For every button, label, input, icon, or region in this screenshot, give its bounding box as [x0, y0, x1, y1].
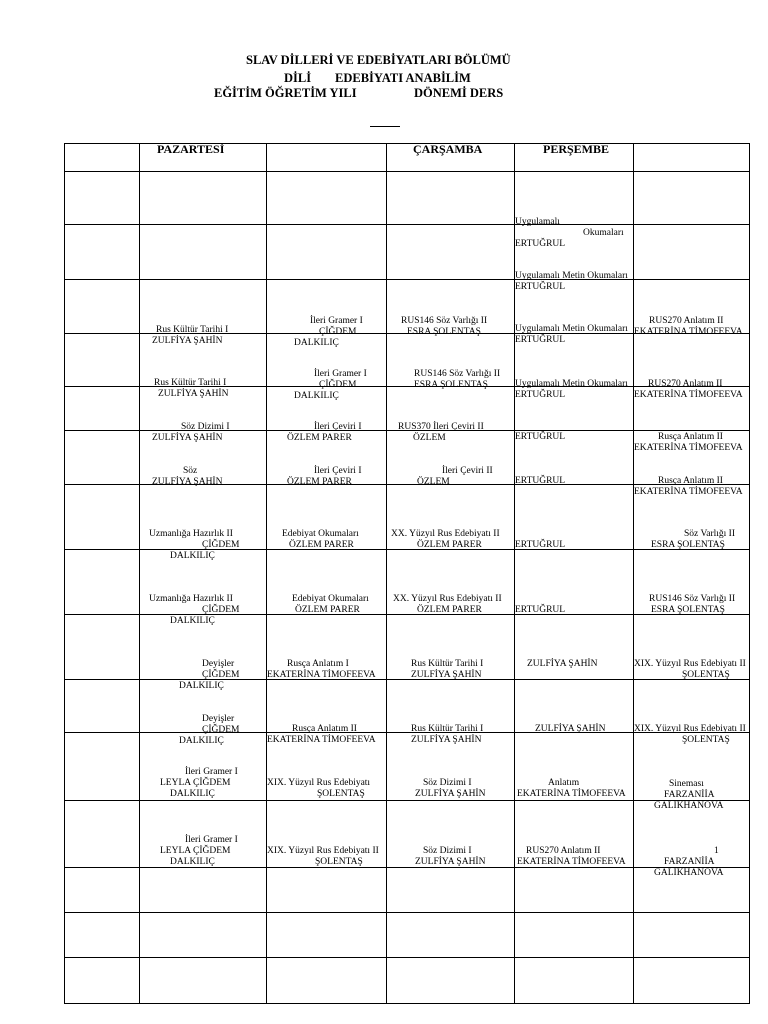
cell-line: Rusça Anlatım II	[658, 432, 723, 442]
cell-line: Uygulamalı	[515, 217, 560, 227]
cell-line: ÖZLEM PARER	[289, 540, 354, 550]
table-row	[65, 431, 750, 485]
column-header	[65, 144, 140, 172]
column-header	[515, 144, 634, 172]
table-cell	[634, 280, 750, 337]
table-cell	[140, 913, 267, 958]
table-cell	[634, 172, 750, 225]
table-cell	[140, 550, 267, 626]
cell-line: RUS146 Söz Varlığı II	[414, 369, 501, 379]
table-row	[65, 280, 750, 334]
table-cell	[515, 958, 634, 1004]
table-cell	[515, 225, 634, 292]
table-cell	[634, 868, 750, 913]
cell-line: Söz Dizimi I	[423, 778, 472, 788]
cell-line: Uzmanlığa Hazırlık II	[149, 594, 233, 604]
cell-line: DALKILIÇ	[170, 616, 215, 626]
table-cell	[634, 225, 750, 280]
cell-line: EKATERİNA TİMOFEEVA	[634, 390, 743, 400]
table-cell	[140, 334, 267, 399]
cell-line: Rusça Anlatım II	[292, 724, 357, 734]
cell-line: XIX. Yüzyıl Rus Edebiyatı II	[267, 846, 379, 856]
cell-line: Rus Kültür Tarihi I	[156, 325, 229, 335]
table-cell	[634, 680, 750, 745]
cell-line: Söz	[183, 466, 198, 476]
cell-line: RUS146 Söz Varlığı II	[649, 594, 736, 604]
column-header	[140, 144, 267, 172]
table-cell	[267, 801, 387, 868]
cell-line: ZULFİYA ŞAHİN	[415, 857, 486, 867]
table-row	[65, 733, 750, 801]
table-cell	[140, 958, 267, 1004]
cell-line: ZULFİYA ŞAHİN	[535, 724, 606, 734]
table-cell	[267, 387, 387, 443]
cell-line: DALKILIÇ	[170, 857, 215, 867]
table-row	[65, 615, 750, 680]
cell-line: XIX. Yüzyıl Rus Edebiyatı	[267, 778, 371, 788]
cell-line: ŞOLENTAŞ	[682, 670, 730, 680]
column-header-label: ÇARŞAMBA	[413, 142, 483, 156]
table-cell	[140, 680, 267, 746]
cell-line: XX. Yüzyıl Rus Edebiyatı II	[393, 594, 502, 604]
column-header	[634, 144, 750, 172]
table-cell	[387, 225, 515, 280]
table-row	[65, 485, 750, 550]
table-cell	[65, 680, 140, 733]
cell-line: EKATERİNA TİMOFEEVA	[634, 487, 743, 497]
table-cell	[140, 387, 267, 443]
cell-line: ZULFİYA ŞAHİN	[411, 735, 482, 745]
cell-line: GALİKHANOVA	[654, 801, 724, 811]
cell-line: LEYLA ÇİĞDEM	[160, 846, 231, 856]
cell-line: ERTUĞRUL	[515, 335, 566, 345]
cell-line: DALKILIÇ	[179, 681, 224, 691]
table-cell	[387, 485, 515, 550]
cell-line: ERTUĞRUL	[515, 476, 566, 486]
table-cell	[634, 733, 750, 811]
table-cell	[515, 431, 634, 485]
cell-line: ÇİĞDEM	[202, 725, 240, 735]
cell-line: FARZANİİA	[664, 790, 715, 800]
table-cell	[634, 334, 750, 400]
cell-line: ZULFİYA ŞAHİN	[411, 670, 482, 680]
header-rule	[370, 126, 400, 127]
cell-line: DALKILIÇ	[179, 736, 224, 746]
table-cell	[140, 801, 267, 868]
table-cell	[634, 801, 750, 878]
cell-line: XX. Yüzyıl Rus Edebiyatı II	[391, 529, 500, 539]
cell-line: ERTUĞRUL	[515, 605, 566, 615]
cell-line: ÇİĞDEM	[202, 670, 240, 680]
table-cell	[65, 334, 140, 387]
table-cell	[515, 387, 634, 442]
cell-line: EKATERİNA TİMOFEEVA	[634, 327, 743, 337]
header-line2-left: DİLİ	[284, 71, 312, 85]
cell-line: RUS146 Söz Varlığı II	[401, 316, 488, 326]
cell-line: EKATERİNA TİMOFEEVA	[267, 670, 376, 680]
table-cell	[387, 172, 515, 225]
cell-line: GALİKHANOVA	[654, 868, 724, 878]
column-header	[267, 144, 387, 172]
cell-line: Rus Kültür Tarihi I	[411, 659, 484, 669]
table-cell	[515, 801, 634, 868]
table-cell	[140, 868, 267, 913]
cell-line: Söz Varlığı II	[684, 529, 736, 539]
table-cell	[387, 958, 515, 1004]
cell-line: ÖZLEM PARER	[287, 433, 352, 443]
department-title: SLAV DİLLERİ VE EDEBİYATLARI BÖLÜMÜ	[246, 53, 511, 67]
table-cell	[267, 485, 387, 550]
cell-line: RUS270 Anlatım II	[648, 379, 723, 389]
cell-line: 1	[714, 846, 719, 856]
table-cell	[267, 431, 387, 485]
cell-line: RUS270 Anlatım II	[649, 316, 724, 326]
table-cell	[387, 550, 515, 615]
cell-line: İleri Gramer I	[185, 835, 238, 845]
cell-line: Edebiyat Okumaları	[282, 529, 359, 539]
table-row	[65, 958, 750, 1004]
cell-line: Anlatım	[548, 778, 580, 788]
cell-line: XIX. Yüzyıl Rus Edebiyatı II	[634, 659, 746, 669]
cell-line: Rus Kültür Tarihi I	[154, 378, 227, 388]
table-cell	[267, 225, 387, 280]
table-cell	[634, 431, 750, 497]
table-row	[65, 868, 750, 913]
table-cell	[267, 958, 387, 1004]
cell-line: ZULFİYA ŞAHİN	[152, 477, 223, 487]
cell-line: İleri Çeviri I	[314, 466, 362, 476]
table-cell	[387, 615, 515, 680]
cell-line: Deyişler	[202, 659, 235, 669]
table-cell	[515, 615, 634, 680]
cell-line: ÇİĞDEM	[319, 380, 357, 390]
cell-line: ÖZLEM	[413, 433, 446, 443]
table-cell	[140, 172, 267, 225]
cell-line: Okumaları	[583, 228, 624, 238]
table-cell	[515, 485, 634, 550]
column-header	[387, 144, 515, 172]
cell-line: Söz Dizimi I	[181, 422, 230, 432]
table-cell	[140, 485, 267, 561]
table-row	[65, 913, 750, 958]
table-cell	[387, 431, 515, 485]
table-row	[65, 334, 750, 387]
cell-line: Deyişler	[202, 714, 235, 724]
table-cell	[515, 680, 634, 733]
table-cell	[515, 334, 634, 400]
cell-line: Rusça Anlatım II	[658, 476, 723, 486]
cell-line: ESRA ŞOLENTAŞ	[414, 380, 488, 390]
cell-line: ÇİĞDEM	[202, 605, 240, 615]
table-cell	[65, 550, 140, 615]
cell-line: DALKILIÇ	[170, 789, 215, 799]
table-cell	[140, 225, 267, 280]
cell-line: EKATERİNA TİMOFEEVA	[634, 443, 743, 453]
cell-line: Rus Kültür Tarihi I	[411, 724, 484, 734]
cell-line: ERTUĞRUL	[515, 432, 566, 442]
cell-line: LEYLA ÇİĞDEM	[160, 778, 231, 788]
cell-line: İleri Çeviri I	[314, 422, 362, 432]
cell-line: ERTUĞRUL	[515, 239, 566, 249]
table-cell	[65, 913, 140, 958]
table-cell	[65, 431, 140, 485]
table-cell	[387, 280, 515, 337]
cell-line: ZULFİYA ŞAHİN	[527, 659, 598, 669]
cell-line: XIX. Yüzyıl Rus Edebiyatı II	[634, 724, 746, 734]
table-cell	[634, 550, 750, 615]
table-cell	[387, 334, 515, 390]
table-cell	[515, 913, 634, 958]
cell-line: ÖZLEM PARER	[417, 605, 482, 615]
table-cell	[140, 615, 267, 691]
cell-line: ESRA ŞOLENTAŞ	[651, 540, 725, 550]
cell-line: ÖZLEM PARER	[287, 477, 352, 487]
cell-line: DALKILIÇ	[294, 391, 339, 401]
table-cell	[387, 868, 515, 913]
cell-line: ÖZLEM	[417, 477, 450, 487]
cell-line: Söz Dizimi I	[423, 846, 472, 856]
cell-line: ZULFİYA ŞAHİN	[415, 789, 486, 799]
cell-line: Edebiyat Okumaları	[292, 594, 369, 604]
table-cell	[65, 485, 140, 550]
table-cell	[267, 680, 387, 745]
cell-line: ÖZLEM PARER	[295, 605, 360, 615]
table-cell	[634, 615, 750, 680]
table-row	[65, 172, 750, 225]
table-cell	[65, 172, 140, 225]
cell-line: DALKILIÇ	[170, 551, 215, 561]
schedule-table	[64, 143, 750, 1004]
table-header-row	[65, 144, 750, 172]
column-header-label: PERŞEMBE	[543, 142, 610, 156]
table-cell	[634, 387, 750, 453]
table-cell	[140, 733, 267, 801]
header-line2-right: EDEBİYATI ANABİLİM	[335, 71, 471, 85]
cell-line: Uygulamalı Metin Okumaları	[515, 271, 628, 281]
table-cell	[65, 615, 140, 680]
table-row	[65, 801, 750, 868]
table-cell	[65, 280, 140, 334]
table-cell	[267, 913, 387, 958]
cell-line: ÇİĞDEM	[202, 540, 240, 550]
table-cell	[634, 485, 750, 550]
column-header-label: PAZARTESİ	[157, 142, 225, 156]
cell-line: RUS270 Anlatım II	[526, 846, 601, 856]
cell-line: İleri Gramer I	[185, 767, 238, 777]
table-cell	[387, 801, 515, 868]
cell-line: Rusça Anlatım I	[287, 659, 349, 669]
cell-line: ZULFİYA ŞAHİN	[152, 433, 223, 443]
table-cell	[387, 680, 515, 745]
table-cell	[267, 172, 387, 225]
header-line3-right: DÖNEMİ DERS	[414, 86, 504, 100]
table-cell	[515, 280, 634, 345]
table-cell	[515, 733, 634, 801]
cell-line: İleri Çeviri II	[442, 466, 493, 476]
table-cell	[267, 550, 387, 615]
cell-line: ESRA ŞOLENTAŞ	[407, 327, 481, 337]
table-cell	[65, 801, 140, 868]
cell-line: İleri Gramer I	[310, 316, 363, 326]
cell-line: ŞOLENTAŞ	[317, 789, 365, 799]
table-cell	[634, 913, 750, 958]
table-cell	[515, 550, 634, 615]
table-cell	[634, 958, 750, 1004]
cell-line: FARZANİİA	[664, 857, 715, 867]
cell-line: İleri Gramer I	[314, 369, 367, 379]
cell-line: Uygulamalı Metin Okumaları	[515, 379, 628, 389]
table-cell	[267, 615, 387, 680]
table-cell	[267, 280, 387, 348]
header-line3-left: EĞİTİM ÖĞRETİM YILI	[214, 86, 357, 100]
cell-line: ŞOLENTAŞ	[682, 735, 730, 745]
table-row	[65, 225, 750, 280]
cell-line: ERTUĞRUL	[515, 282, 566, 292]
cell-line: ÇİĞDEM	[319, 327, 357, 337]
table-cell	[65, 225, 140, 280]
table-cell	[65, 868, 140, 913]
cell-line: EKATERİNA TİMOFEEVA	[517, 789, 626, 799]
table-row	[65, 680, 750, 733]
cell-line: ÖZLEM PARER	[417, 540, 482, 550]
table-cell	[387, 387, 515, 443]
cell-line: RUS370 İleri Çeviri II	[398, 422, 484, 432]
table-cell	[65, 733, 140, 801]
table-cell	[387, 913, 515, 958]
cell-line: ZULFİYA ŞAHİN	[158, 389, 229, 399]
cell-line: EKATERİNA TİMOFEEVA	[517, 857, 626, 867]
cell-line: Uzmanlığa Hazırlık II	[149, 529, 233, 539]
table-cell	[65, 387, 140, 431]
cell-line: ERTUĞRUL	[515, 540, 566, 550]
table-cell	[267, 868, 387, 913]
table-cell	[140, 431, 267, 485]
table-cell	[267, 334, 387, 401]
cell-line: ŞOLENTAŞ	[315, 857, 363, 867]
table-cell	[65, 958, 140, 1004]
cell-line: ESRA ŞOLENTAŞ	[651, 605, 725, 615]
table-row	[65, 550, 750, 615]
cell-line: Sineması	[669, 779, 704, 789]
table-cell	[515, 172, 634, 249]
cell-line: EKATERİNA TİMOFEEVA	[267, 735, 376, 745]
cell-line: ERTUĞRUL	[515, 390, 566, 400]
cell-line: Uygulamalı Metin Okumaları	[515, 324, 628, 334]
cell-line: ZULFİYA ŞAHİN	[152, 336, 223, 346]
table-row	[65, 387, 750, 431]
table-cell	[515, 868, 634, 913]
cell-line: DALKILIÇ	[294, 338, 339, 348]
table-cell	[140, 280, 267, 346]
table-cell	[267, 733, 387, 801]
table-cell	[387, 733, 515, 801]
